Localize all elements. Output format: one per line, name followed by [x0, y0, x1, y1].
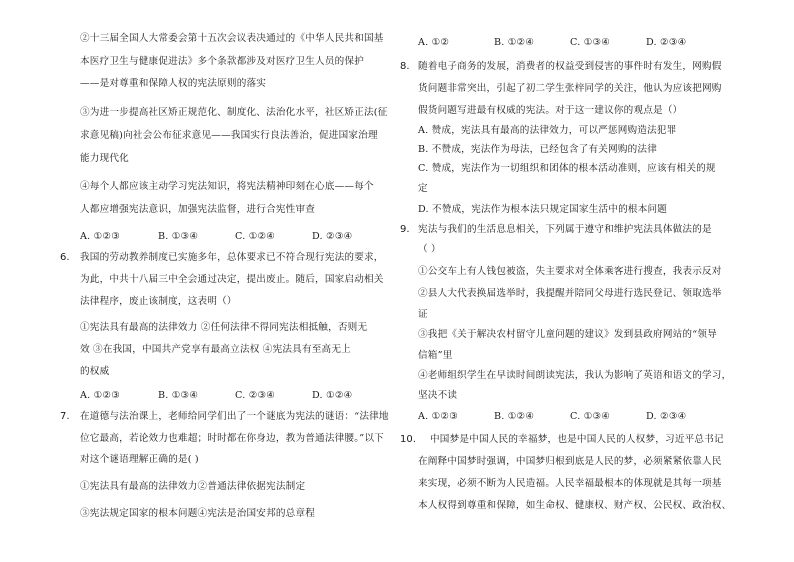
q6-option-a: A. ①②③: [80, 390, 121, 401]
q8-stem-line: 随着电子商务的发展，消费者的权益受到侵害的事件时有发生，网购假: [418, 61, 722, 72]
q9-item-line: 证: [418, 309, 428, 320]
q9-option-c: C. ①③④: [570, 411, 611, 422]
q6-option-b: B. ①③④: [158, 390, 199, 401]
q7-number: 7.: [60, 411, 70, 422]
q7-item-line: ①宪法具有最高的法律效力②普通法律依据宪法制定: [80, 481, 306, 492]
q8-stem-line: 假货问题写进最有权威的宪法。对于这一建议你的观点是（）: [418, 105, 683, 116]
q6-option-d: D. ①②④: [312, 390, 353, 401]
q9-item-line: ②县人大代表换届选举时，我提醒并陪同父母进行选民登记、领取选举: [418, 288, 722, 299]
q10-stem-line: 来实现，必须不断为人民造福。人民幸福最根本的体现就是其每一项基: [418, 478, 722, 489]
q8-option-a: A. 赞成，宪法具有最高的法律效力，可以严惩网购造法犯罪: [418, 125, 677, 136]
q5-item-line: ②十三届全国人大常委会第十五次会议表决通过的《中华人民共和国基: [80, 33, 384, 44]
q5-item-line: 本医疗卫生与健康促进法》多个条款都涉及对医疗卫生人员的保护: [80, 56, 365, 67]
q5-item-line: 人都应增强宪法意识，加强宪法监督，进行合宪性审查: [80, 204, 316, 215]
q5-option-b: B. ①③④: [158, 231, 199, 242]
q8-option-d: D. 不赞成，宪法作为根本法只规定国家生活中的根本问题: [418, 204, 668, 215]
q8-number: 8.: [400, 61, 410, 72]
q8-option-b: B. 不赞成，宪法作为母法，已经包含了有关网购的法律: [418, 144, 658, 155]
q6-stem-line: 为此，中共十八届三中全会通过决定，提出废止。随后，国家启动相关: [80, 274, 384, 285]
q5-option-c: C. ①②④: [235, 231, 276, 242]
q9-stem-line: 宪法与我们的生活息息相关，下列属于遵守和维护宪法具体做法的是: [418, 224, 712, 235]
q9-item-line: 信箱”里: [418, 350, 453, 361]
q10-number: 10.: [400, 434, 416, 445]
q10-stem-line: 中国梦是中国人民的幸福梦，也是中国人民的人权梦，习近平总书记: [430, 434, 724, 445]
q6-item-line: ①宪法具有最高的法律效力 ②任何法律不得同宪法相抵触，否则无: [80, 322, 368, 333]
q6-stem-line: 法律程序，废止该制度，这表明（）: [80, 296, 237, 307]
q6-stem-line: 我国的劳动教养制度已实施多年，总体要求已不符合现行宪法的要求，: [80, 252, 384, 263]
q9-option-a: A. ①②③: [418, 411, 459, 422]
q7-option-a: A. ①②: [418, 37, 450, 48]
q5-item-line: ③为进一步提高社区矫正规范化、制度化、法治化水平，社区矫正法(征: [80, 107, 388, 118]
q6-option-c: C. ②③④: [235, 390, 276, 401]
q7-stem-line: 位它最高，若论效力也难超；时时都在你身边，教为普通法律腰。”以下: [80, 433, 384, 444]
q6-number: 6.: [60, 252, 70, 263]
q9-item-line: ④老师组织学生在早读时间朗读宪法，我认为影响了英语和语文的学习，: [418, 370, 732, 381]
q5-item-line: 能力现代化: [80, 153, 129, 164]
q9-option-d: D. ②③④: [646, 411, 687, 422]
q7-item-line: ③宪法规定国家的根本问题④宪法是治国安邦的总章程: [80, 508, 316, 519]
q7-option-b: B. ①②④: [494, 37, 535, 48]
q5-item-line: ④每个人都应该主动学习宪法知识，将宪法精神印刻在心底——每个: [80, 181, 374, 192]
q5-option-a: A. ①②③: [80, 231, 121, 242]
q5-item-line: ——是对尊重和保障人权的宪法原则的落实: [80, 78, 267, 89]
q9-stem-line: （ ）: [418, 244, 441, 255]
q6-item-line: 效 ③在我国，中国共产党享有最高立法权 ④宪法具有至高无上: [80, 344, 351, 355]
q9-item-line: 坚决不读: [418, 390, 458, 401]
q7-stem-line: 在道德与法治课上，老师给同学们出了一个谜底为宪法的谜语：“法律地: [80, 411, 389, 422]
q10-stem-line: 本人权得到尊重和保障，如生命权、健康权、财产权、公民权、政治权、: [418, 500, 732, 511]
q8-option-c-cont: 定: [418, 183, 428, 194]
q5-item-line: 求意见稿)向社会公布征求意见——我国实行良法善治，促进国家治理: [80, 130, 378, 141]
q9-option-b: B. ①②④: [494, 411, 535, 422]
q10-stem-line: 在阐释中国梦时强调，中国梦归根到底是人民的梦，必须紧紧依靠人民: [418, 456, 722, 467]
q7-stem-line: 对这个谜语理解正确的是( ): [80, 454, 199, 465]
q9-item-line: ③我把《关于解决农村留守儿童问题的建议》发到县政府网站的“领导: [418, 329, 717, 340]
q8-stem-line: 货问题非常突出，引起了初二学生张梓同学的关注，他认为应该把网购: [418, 83, 722, 94]
q7-option-c: C. ①③④: [570, 37, 611, 48]
q5-option-d: D. ②③④: [312, 231, 353, 242]
q9-number: 9.: [400, 224, 410, 235]
q6-item-line: 的权威: [80, 366, 110, 377]
q7-option-d: D. ②③④: [646, 37, 687, 48]
q8-option-c: C. 赞成，宪法作为一切组织和团体的根本活动准则，应该有相关的规: [418, 163, 716, 174]
q9-item-line: ①公交车上有人钱包被盗，失主要求对全体乘客进行搜查，我表示反对: [418, 266, 722, 277]
